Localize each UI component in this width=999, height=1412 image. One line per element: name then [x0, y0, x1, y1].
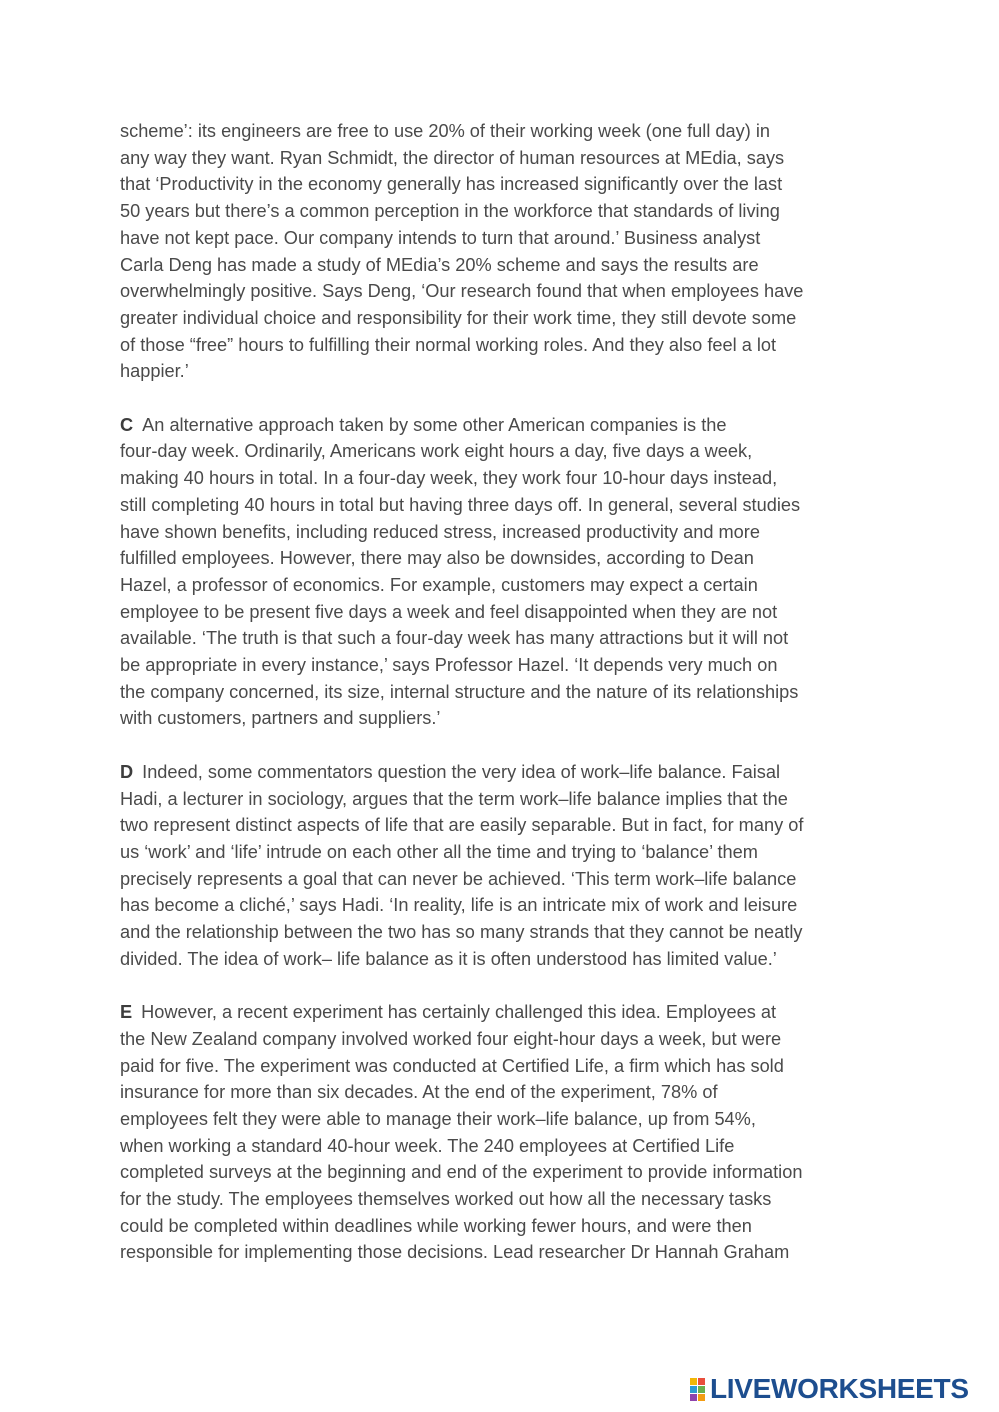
text-line — [120, 946, 890, 973]
text-line — [120, 599, 890, 626]
text-line — [120, 1079, 890, 1106]
line-text: employee to be present five days a week and feel disappointed when they are not — [120, 601, 778, 622]
text-line — [120, 465, 890, 492]
line-text: two represent distinct aspects of life that are easily separable. But in fact, for many of — [120, 815, 804, 836]
line-text: paid for five. The experiment was conducted at Certified Life, a firm which has sold — [120, 1055, 784, 1076]
section-letter: D — [120, 761, 134, 782]
line-text: of those “free” hours to fulfilling their normal working roles. And they also feel a lot — [120, 334, 777, 355]
text-line — [120, 278, 890, 305]
text-line — [120, 866, 890, 893]
line-text: the company concerned, its size, internal structure and the nature of its relationships — [120, 681, 799, 702]
text-line — [120, 1053, 890, 1080]
text-line — [120, 892, 890, 919]
section-continued — [120, 118, 890, 385]
text-line — [120, 358, 890, 385]
line-text: for the study. The employees themselves worked out how all the necessary tasks — [120, 1189, 772, 1210]
text-line — [120, 118, 890, 145]
text-line — [120, 1159, 890, 1186]
line-text: that ‘Productivity in the economy generally has increased significantly over the last — [120, 174, 783, 195]
logo-square — [690, 1386, 697, 1393]
text-line — [120, 1239, 890, 1266]
line-text: completed surveys at the beginning and end of the experiment to provide information — [120, 1162, 803, 1183]
liveworksheets-logo-icon — [690, 1378, 705, 1401]
text-line — [120, 1026, 890, 1053]
text-line — [120, 1186, 890, 1213]
line-text: responsible for implementing those decisions. Lead researcher Dr Hannah Graham — [120, 1242, 790, 1263]
section-e — [120, 999, 890, 1266]
document-body — [120, 118, 890, 1293]
text-line — [120, 652, 890, 679]
line-text: Hazel, a professor of economics. For example, customers may expect a certain — [120, 574, 758, 595]
text-line — [120, 679, 890, 706]
text-line — [120, 225, 890, 252]
line-text: insurance for more than six decades. At the end of the experiment, 78% of — [120, 1082, 718, 1103]
line-text: Carla Deng has made a study of MEdia’s 20% scheme and says the results are — [120, 254, 759, 275]
section-d — [120, 759, 890, 973]
text-line — [120, 412, 890, 439]
logo-square — [690, 1394, 697, 1401]
text-line — [120, 786, 890, 813]
line-text: Hadi, a lecturer in sociology, argues that the term work–life balance implies that the — [120, 788, 788, 809]
liveworksheets-brand — [690, 1374, 969, 1404]
text-line — [120, 705, 890, 732]
line-text: precisely represents a goal that can never be achieved. ‘This term work–life balance — [120, 868, 797, 889]
text-line — [120, 332, 890, 359]
section-c — [120, 412, 890, 732]
line-text: making 40 hours in total. In a four-day week, they work four 10-hour days instead, — [120, 468, 778, 489]
text-line — [120, 198, 890, 225]
line-text: when working a standard 40-hour week. The 240 employees at Certified Life — [120, 1135, 735, 1156]
line-text: any way they want. Ryan Schmidt, the director of human resources at MEdia, says — [120, 147, 785, 168]
text-line — [120, 545, 890, 572]
text-line — [120, 1213, 890, 1240]
line-text: four-day week. Ordinarily, Americans work eight hours a day, five days a week, — [120, 441, 753, 462]
line-text: fulfilled employees. However, there may also be downsides, according to Dean — [120, 548, 754, 569]
line-text: happier.’ — [120, 361, 189, 382]
logo-square — [698, 1394, 705, 1401]
line-text: still completing 40 hours in total but having three days off. In general, several studies — [120, 494, 801, 515]
text-line — [120, 519, 890, 546]
line-text: Indeed, some commentators question the very idea of work–life balance. Faisal — [142, 761, 781, 782]
text-line — [120, 572, 890, 599]
text-line — [120, 919, 890, 946]
text-line — [120, 812, 890, 839]
line-text: available. ‘The truth is that such a four-day week has many attractions but it will not — [120, 628, 789, 649]
text-line — [120, 252, 890, 279]
line-text: overwhelmingly positive. Says Deng, ‘Our research found that when employees have — [120, 281, 804, 302]
line-text: has become a cliché,’ says Hadi. ‘In reality, life is an intricate mix of work and leisure — [120, 895, 798, 916]
text-line — [120, 1133, 890, 1160]
line-text: the New Zealand company involved worked four eight-hour days a week, but were — [120, 1028, 782, 1049]
line-text: However, a recent experiment has certainly challenged this idea. Employees at — [141, 1002, 777, 1023]
line-text: with customers, partners and suppliers.’ — [120, 708, 441, 729]
logo-square — [698, 1386, 705, 1393]
line-text: could be completed within deadlines while working fewer hours, and were then — [120, 1215, 752, 1236]
line-text: and the relationship between the two has so many strands that they cannot be neatly — [120, 922, 803, 943]
text-line — [120, 999, 890, 1026]
logo-square — [698, 1378, 705, 1385]
line-text: scheme’: its engineers are free to use 20% of their working week (one full day) in — [120, 121, 771, 141]
line-text: be appropriate in every instance,’ says Professor Hazel. ‘It depends very much on — [120, 655, 778, 676]
text-line — [120, 438, 890, 465]
line-text: us ‘work’ and ‘life’ intrude on each other all the time and trying to ‘balance’ them — [120, 841, 758, 862]
line-text: 50 years but there’s a common perception in the workforce that standards of living — [120, 201, 780, 222]
line-text: employees felt they were able to manage their work–life balance, up from 54%, — [120, 1108, 756, 1129]
line-text: An alternative approach taken by some other American companies is the — [142, 414, 727, 435]
line-text: have not kept pace. Our company intends to turn that around.’ Business analyst — [120, 227, 761, 248]
section-letter: E — [120, 1002, 133, 1023]
text-line — [120, 839, 890, 866]
logo-square — [690, 1378, 697, 1385]
text-line — [120, 625, 890, 652]
text-line — [120, 171, 890, 198]
text-line — [120, 305, 890, 332]
text-line — [120, 145, 890, 172]
line-text: divided. The idea of work– life balance as it is often understood has limited value.’ — [120, 948, 777, 969]
section-letter: C — [120, 414, 134, 435]
line-text: have shown benefits, including reduced stress, increased productivity and more — [120, 521, 760, 542]
text-line — [120, 492, 890, 519]
text-line — [120, 759, 890, 786]
brand-name: LIVEWORKSHEETS — [710, 1373, 969, 1404]
text-line — [120, 1106, 890, 1133]
line-text: greater individual choice and responsibility for their work time, they still devote some — [120, 307, 797, 328]
